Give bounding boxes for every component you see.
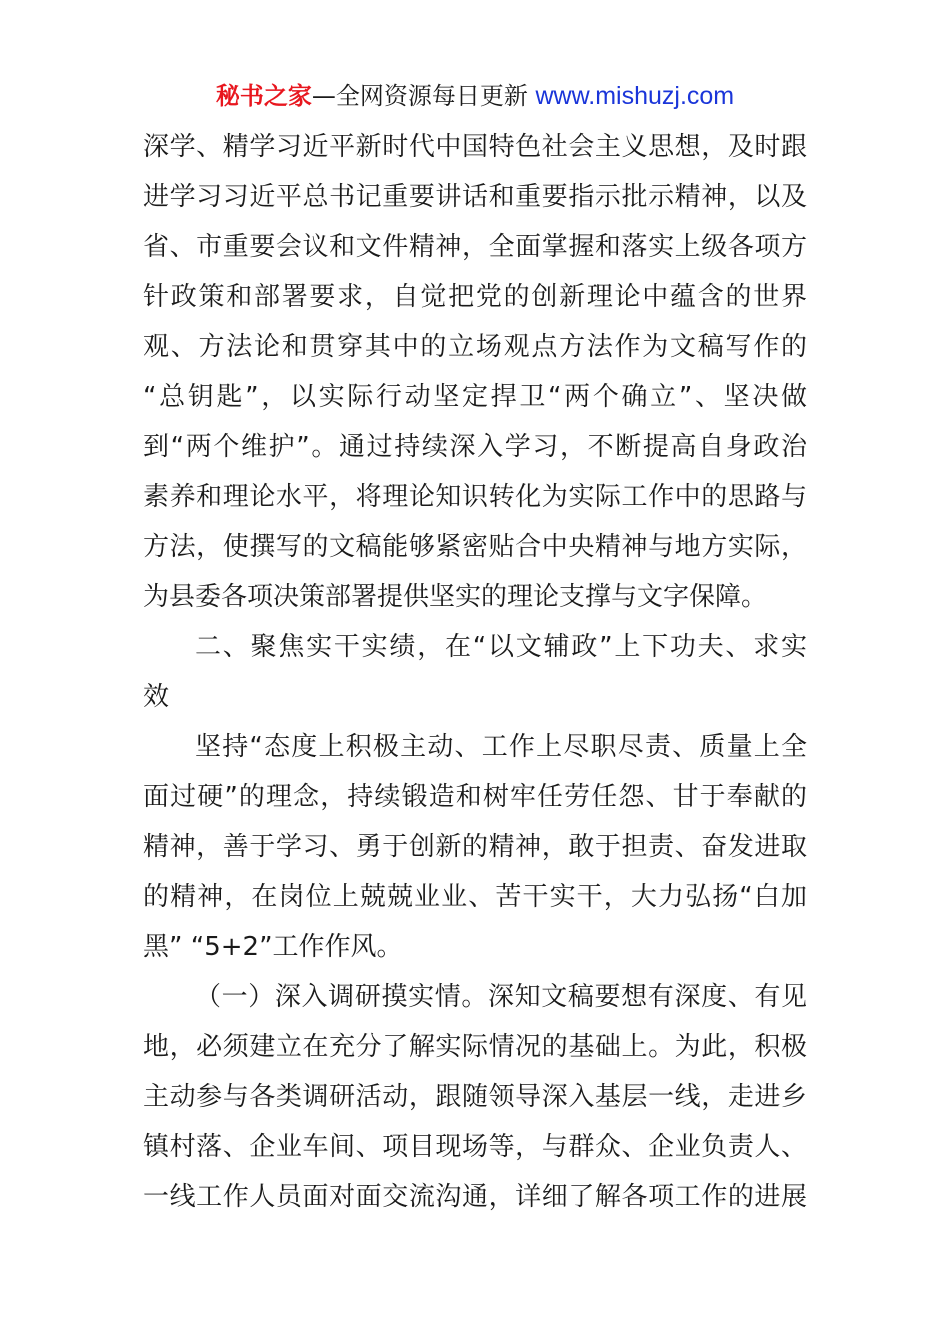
text-line: 素养和理论水平，将理论知识转化为实际工作中的思路与 <box>143 482 807 512</box>
site-url-link[interactable]: www.mishuzj.com <box>535 82 735 110</box>
section-heading: 二、聚焦实干实绩，在“以文辅政”上下功夫、求实 <box>195 632 807 662</box>
text-line: 主动参与各类调研活动，跟随领导深入基层一线，走进乡 <box>143 1082 807 1112</box>
text-line: 精神，善于学习、勇于创新的精神，敢于担责、奋发进取 <box>143 832 807 862</box>
text-line: 观、方法论和贯穿其中的立场观点方法作为文稿写作的 <box>143 332 807 362</box>
subsection-line: （一）深入调研摸实情。深知文稿要想有深度、有见 <box>195 982 807 1012</box>
text-line: 镇村落、企业车间、项目现场等，与群众、企业负责人、 <box>143 1132 807 1162</box>
site-header <box>0 80 950 112</box>
text-line: 一线工作人员面对面交流沟通，详细了解各项工作的进展 <box>143 1182 807 1212</box>
text-line: 面过硬”的理念，持续锻造和树牢任劳任怨、甘于奉献的 <box>143 782 807 812</box>
site-tagline: —全网资源每日更新 <box>311 82 536 110</box>
text-line: 进学习习近平总书记重要讲话和重要指示批示精神，以及 <box>143 182 807 212</box>
section-heading-continued: 效 <box>143 682 170 712</box>
text-line: 针政策和部署要求，自觉把党的创新理论中蕴含的世界 <box>143 282 807 312</box>
text-line: 方法，使撰写的文稿能够紧密贴合中央精神与地方实际， <box>143 532 807 562</box>
site-brand: 秘书之家 <box>215 82 312 110</box>
text-line: 到“两个维护”。通过持续深入学习，不断提高自身政治 <box>143 432 807 462</box>
text-line: 省、市重要会议和文件精神，全面掌握和落实上级各项方 <box>143 232 807 262</box>
text-line: “总钥匙”，以实际行动坚定捍卫“两个确立”、坚决做 <box>143 382 807 412</box>
text-line: 深学、精学习近平新时代中国特色社会主义思想，及时跟 <box>143 132 807 162</box>
text-line: 为县委各项决策部署提供坚实的理论支撑与文字保障。 <box>143 582 768 612</box>
text-line: 黑” “5+2”工作作风。 <box>143 932 403 962</box>
text-line: 坚持“态度上积极主动、工作上尽职尽责、质量上全 <box>195 732 807 762</box>
text-line: 地，必须建立在充分了解实际情况的基础上。为此，积极 <box>143 1032 807 1062</box>
text-line: 的精神，在岗位上兢兢业业、苦干实干，大力弘扬“白加 <box>143 882 807 912</box>
